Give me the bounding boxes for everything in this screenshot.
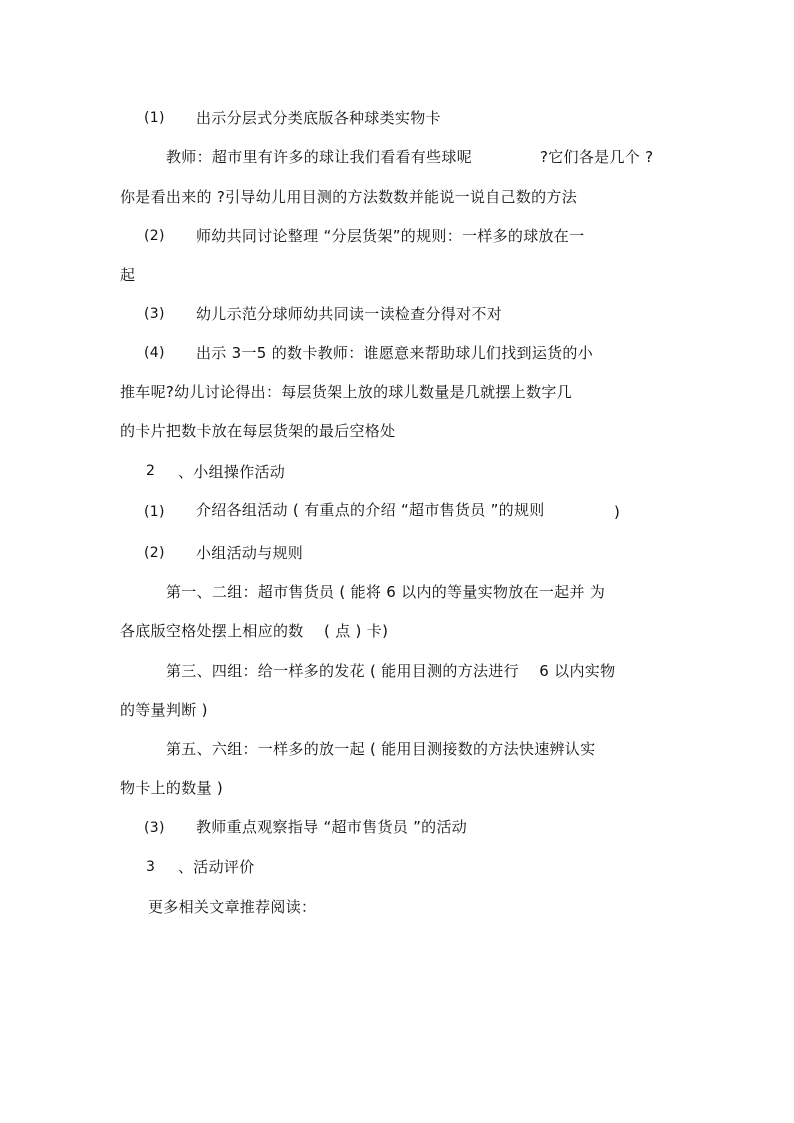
paragraph-line: 各底版空格处摆上相应的数 ( 点 ) 卡) — [120, 622, 389, 640]
closing-paren: ) — [614, 503, 621, 521]
section-number: 3 — [146, 859, 156, 875]
section-number: 2 — [146, 463, 156, 479]
paragraph-line: 的等量判断 ) — [120, 701, 208, 719]
paragraph-line: 出示 3一5 的数卡教师：谁愿意来帮助球儿们找到运货的小 — [196, 344, 594, 362]
paragraph-line: 第五、六组：一样多的放一起 ( 能用目测接数的方法快速辨认实 — [166, 740, 596, 758]
paragraph-line: 起 — [120, 266, 136, 284]
item-number: (1) — [144, 504, 165, 520]
item-number: (2) — [144, 545, 165, 561]
paragraph-line: 第三、四组：给一样多的发花 ( 能用目测的方法进行 6 以内实物 — [166, 662, 616, 680]
paragraph-line: 小组活动与规则 — [196, 544, 304, 562]
paragraph-line: 幼儿示范分球师幼共同读一读检查分得对不对 — [196, 305, 503, 323]
paragraph-line: 出示分层式分类底版各种球类实物卡 — [196, 109, 441, 127]
paragraph-line: 物卡上的数量 ) — [120, 779, 224, 797]
paragraph-line: 介绍各组活动 ( 有重点的介绍 “超市售货员 ”的规则 — [196, 501, 545, 519]
item-number: (1) — [144, 110, 165, 126]
paragraph-line: 第一、二组：超市售货员 ( 能将 6 以内的等量实物放在一起并 为 — [166, 583, 606, 601]
paragraph-line: ?它们各是几个 ? — [540, 148, 654, 166]
paragraph-line: 你是看出来的 ?引导幼儿用目测的方法数数并能说一说自己数的方法 — [120, 188, 578, 206]
item-number: (4) — [144, 345, 165, 361]
paragraph-line: 师幼共同讨论整理 “分层货架”的规则：一样多的球放在一 — [196, 227, 585, 245]
item-number: (3) — [144, 306, 165, 322]
section-heading: 、小组操作活动 — [178, 463, 286, 481]
item-number: (3) — [144, 820, 165, 836]
item-number: (2) — [144, 228, 165, 244]
paragraph-line: 的卡片把数卡放在每层货架的最后空格处 — [120, 422, 396, 440]
paragraph-line: 推车呢?幼儿讨论得出：每层货架上放的球儿数量是几就摆上数字几 — [120, 383, 572, 401]
paragraph-line: 教师：超市里有许多的球让我们看看有些球呢 — [166, 148, 473, 166]
more-articles-label: 更多相关文章推荐阅读： — [148, 898, 317, 916]
section-heading: 、活动评价 — [178, 858, 255, 876]
paragraph-line: 教师重点观察指导 “超市售货员 ”的活动 — [196, 818, 468, 836]
